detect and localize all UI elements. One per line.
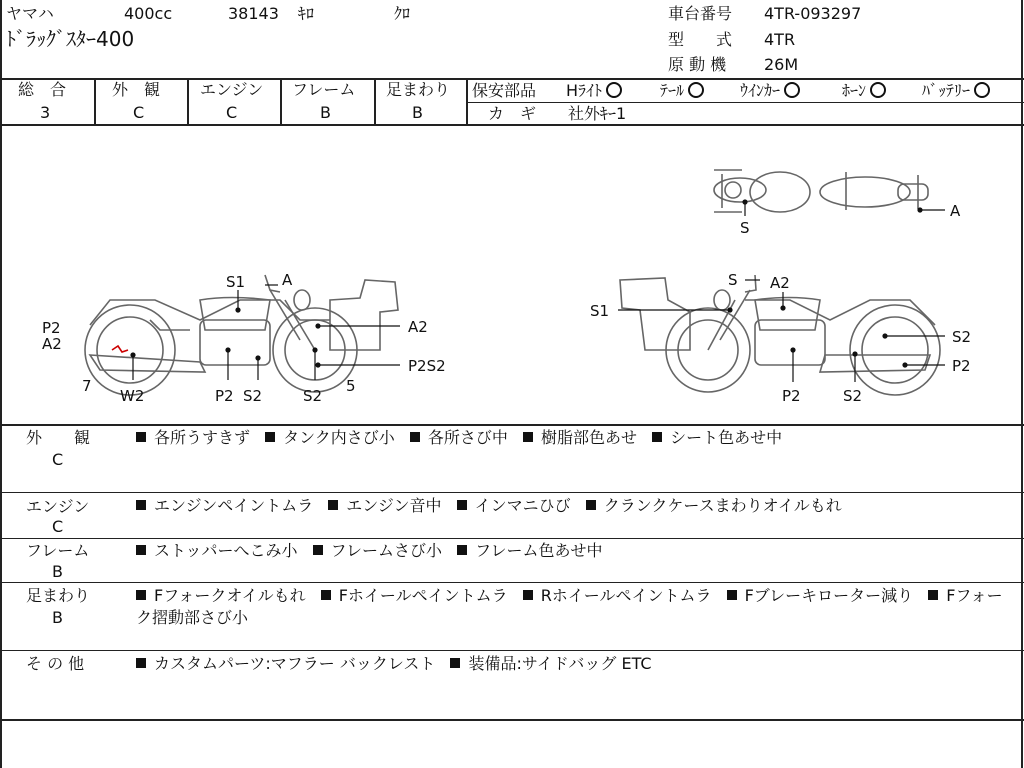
remark-item: Fフォークオイルもれ: [136, 586, 306, 605]
remark-item: Fフォーク摺動部さび小: [136, 586, 1003, 627]
label-left-p2b: P2: [215, 387, 234, 405]
safety-winker: ｳｲﾝｶｰ: [740, 82, 800, 100]
divider: [0, 719, 1024, 721]
frame-number-label: 車台番号: [668, 4, 733, 23]
label-left-s1: S1: [226, 273, 246, 291]
remark-category-exterior: 外 観: [26, 428, 91, 447]
bullet-square-icon: [136, 500, 146, 510]
remark-item: ストッパーへこみ小: [136, 541, 298, 560]
bullet-square-icon: [727, 590, 737, 600]
bike-diagram: [0, 126, 1024, 424]
remark-items-exterior: [136, 427, 1016, 449]
remark-item: タンク内さび小: [265, 428, 395, 447]
bullet-square-icon: [457, 545, 467, 555]
label-right-a2: A2: [770, 274, 790, 292]
label-left-w2: W2: [120, 387, 145, 405]
ok-circle-icon: [606, 82, 622, 98]
displacement: 400cc: [124, 4, 173, 23]
frame-number: 4TR-093297: [764, 4, 862, 23]
bullet-square-icon: [136, 432, 146, 442]
bullet-square-icon: [328, 500, 338, 510]
divider: [468, 102, 1024, 103]
model-name: ﾄﾞﾗｯｸﾞｽﾀｰ400: [6, 27, 135, 51]
grade-engine-label: エンジン: [200, 80, 264, 99]
label-top-s: S: [740, 219, 750, 237]
bullet-square-icon: [586, 500, 596, 510]
grade-exterior-label: 外 観: [112, 80, 161, 99]
key-label: カ ギ: [488, 104, 537, 123]
label-left-7: 7: [82, 377, 92, 395]
label-left-a: A: [282, 271, 293, 289]
remark-item: フレームさび小: [313, 541, 442, 560]
divider: [0, 424, 1024, 426]
grade-exterior-value: C: [133, 103, 145, 122]
label-right-s2b: S2: [843, 387, 863, 405]
remark-grade-exterior: C: [52, 450, 64, 469]
remark-item: フレーム色あせ中: [457, 541, 602, 560]
remark-item: Rホイールペイントムラ: [523, 586, 712, 605]
safety-battery: ﾊﾞｯﾃﾘｰ: [922, 82, 990, 100]
safety-taillight: ﾃｰﾙ: [660, 82, 704, 100]
remark-item: 各所さび中: [410, 428, 508, 447]
bullet-square-icon: [136, 590, 146, 600]
divider: [94, 78, 96, 124]
bullet-square-icon: [313, 545, 323, 555]
label-right-s1: S1: [590, 302, 610, 320]
grade-suspension-label: 足まわり: [386, 80, 451, 99]
bullet-square-icon: [523, 590, 533, 600]
remark-grade-engine: C: [52, 517, 64, 536]
bullet-square-icon: [410, 432, 420, 442]
label-left-5: 5: [346, 377, 356, 395]
remark-item: カスタムパーツ:マフラー バックレスト: [136, 654, 435, 673]
key-value: 社外ｷｰ1: [568, 104, 627, 123]
remark-items-suspension: [136, 585, 1016, 629]
maker: ヤマハ: [6, 4, 54, 23]
divider: [187, 78, 189, 124]
bike-top-view: [714, 170, 928, 212]
remark-item: インマニひび: [457, 496, 571, 515]
remark-grade-frame: B: [52, 562, 63, 581]
remark-item: クランクケースまわりオイルもれ: [586, 496, 842, 515]
ok-circle-icon: [688, 82, 704, 98]
divider: [466, 78, 468, 124]
divider: [0, 582, 1024, 583]
engine-label: 原 動 機: [668, 55, 727, 74]
remark-items-engine: [136, 495, 1016, 517]
safety-horn: ﾎｰﾝ: [842, 82, 886, 100]
bullet-square-icon: [523, 432, 533, 442]
label-right-s: S: [728, 271, 738, 289]
label-left-a2: A2: [408, 318, 428, 336]
grade-total-value: 3: [40, 103, 51, 122]
safety-headlight: Hﾗｲﾄ: [566, 82, 622, 100]
grade-suspension-value: B: [412, 103, 423, 122]
grade-frame-label: フレーム: [292, 80, 356, 99]
label-left-p2s2: P2S2: [408, 357, 446, 375]
remark-item: Fブレーキローター減り: [727, 586, 914, 605]
grade-total-label: 総 合: [18, 80, 67, 99]
damage-mark: [112, 346, 128, 352]
remark-item: 樹脂部色あせ: [523, 428, 637, 447]
remark-item: Fホイールペイントムラ: [321, 586, 508, 605]
grade-frame-value: B: [320, 103, 331, 122]
grade-engine-value: C: [226, 103, 238, 122]
bullet-square-icon: [652, 432, 662, 442]
label-top-a: A: [950, 202, 961, 220]
type-value: 4TR: [764, 30, 796, 49]
engine-value: 26M: [764, 55, 799, 74]
bullet-square-icon: [457, 500, 467, 510]
mileage-unit: ｷﾛ: [298, 4, 315, 23]
label-left-p2: P2: [42, 319, 61, 337]
label-right-p2a: P2: [952, 357, 971, 375]
remark-grade-suspension: B: [52, 608, 63, 627]
label-right-s2a: S2: [952, 328, 972, 346]
bullet-square-icon: [265, 432, 275, 442]
remark-item: シート色あせ中: [652, 428, 782, 447]
divider: [280, 78, 282, 124]
bullet-square-icon: [321, 590, 331, 600]
remark-item: エンジン音中: [328, 496, 441, 515]
ok-circle-icon: [974, 82, 990, 98]
remark-category-other: そ の 他: [26, 654, 85, 673]
label-left-s2a: S2: [243, 387, 263, 405]
divider: [0, 538, 1024, 539]
remark-item: 各所うすきず: [136, 428, 250, 447]
divider: [0, 650, 1024, 651]
label-left-s2b: S2: [303, 387, 323, 405]
label-right-p2b: P2: [782, 387, 801, 405]
remark-category-engine: エンジン: [26, 497, 90, 516]
label-left-a2-side: A2: [42, 335, 62, 353]
divider: [0, 492, 1024, 493]
mileage: 38143: [228, 4, 279, 23]
remark-items-frame: [136, 540, 1016, 562]
divider: [374, 78, 376, 124]
remark-item: 装備品:サイドバッグ ETC: [450, 654, 651, 673]
safety-label: 保安部品: [472, 81, 537, 100]
remark-items-other: [136, 653, 1016, 675]
bullet-square-icon: [928, 590, 938, 600]
remark-item: エンジンペイントムラ: [136, 496, 313, 515]
remark-category-frame: フレーム: [26, 541, 90, 560]
ok-circle-icon: [784, 82, 800, 98]
remark-category-suspension: 足まわり: [26, 586, 91, 605]
color: ｸﾛ: [394, 4, 411, 23]
bullet-square-icon: [136, 658, 146, 668]
type-label: 型 式: [668, 30, 733, 49]
bullet-square-icon: [450, 658, 460, 668]
bike-right-view: [620, 275, 940, 395]
ok-circle-icon: [870, 82, 886, 98]
bullet-square-icon: [136, 545, 146, 555]
